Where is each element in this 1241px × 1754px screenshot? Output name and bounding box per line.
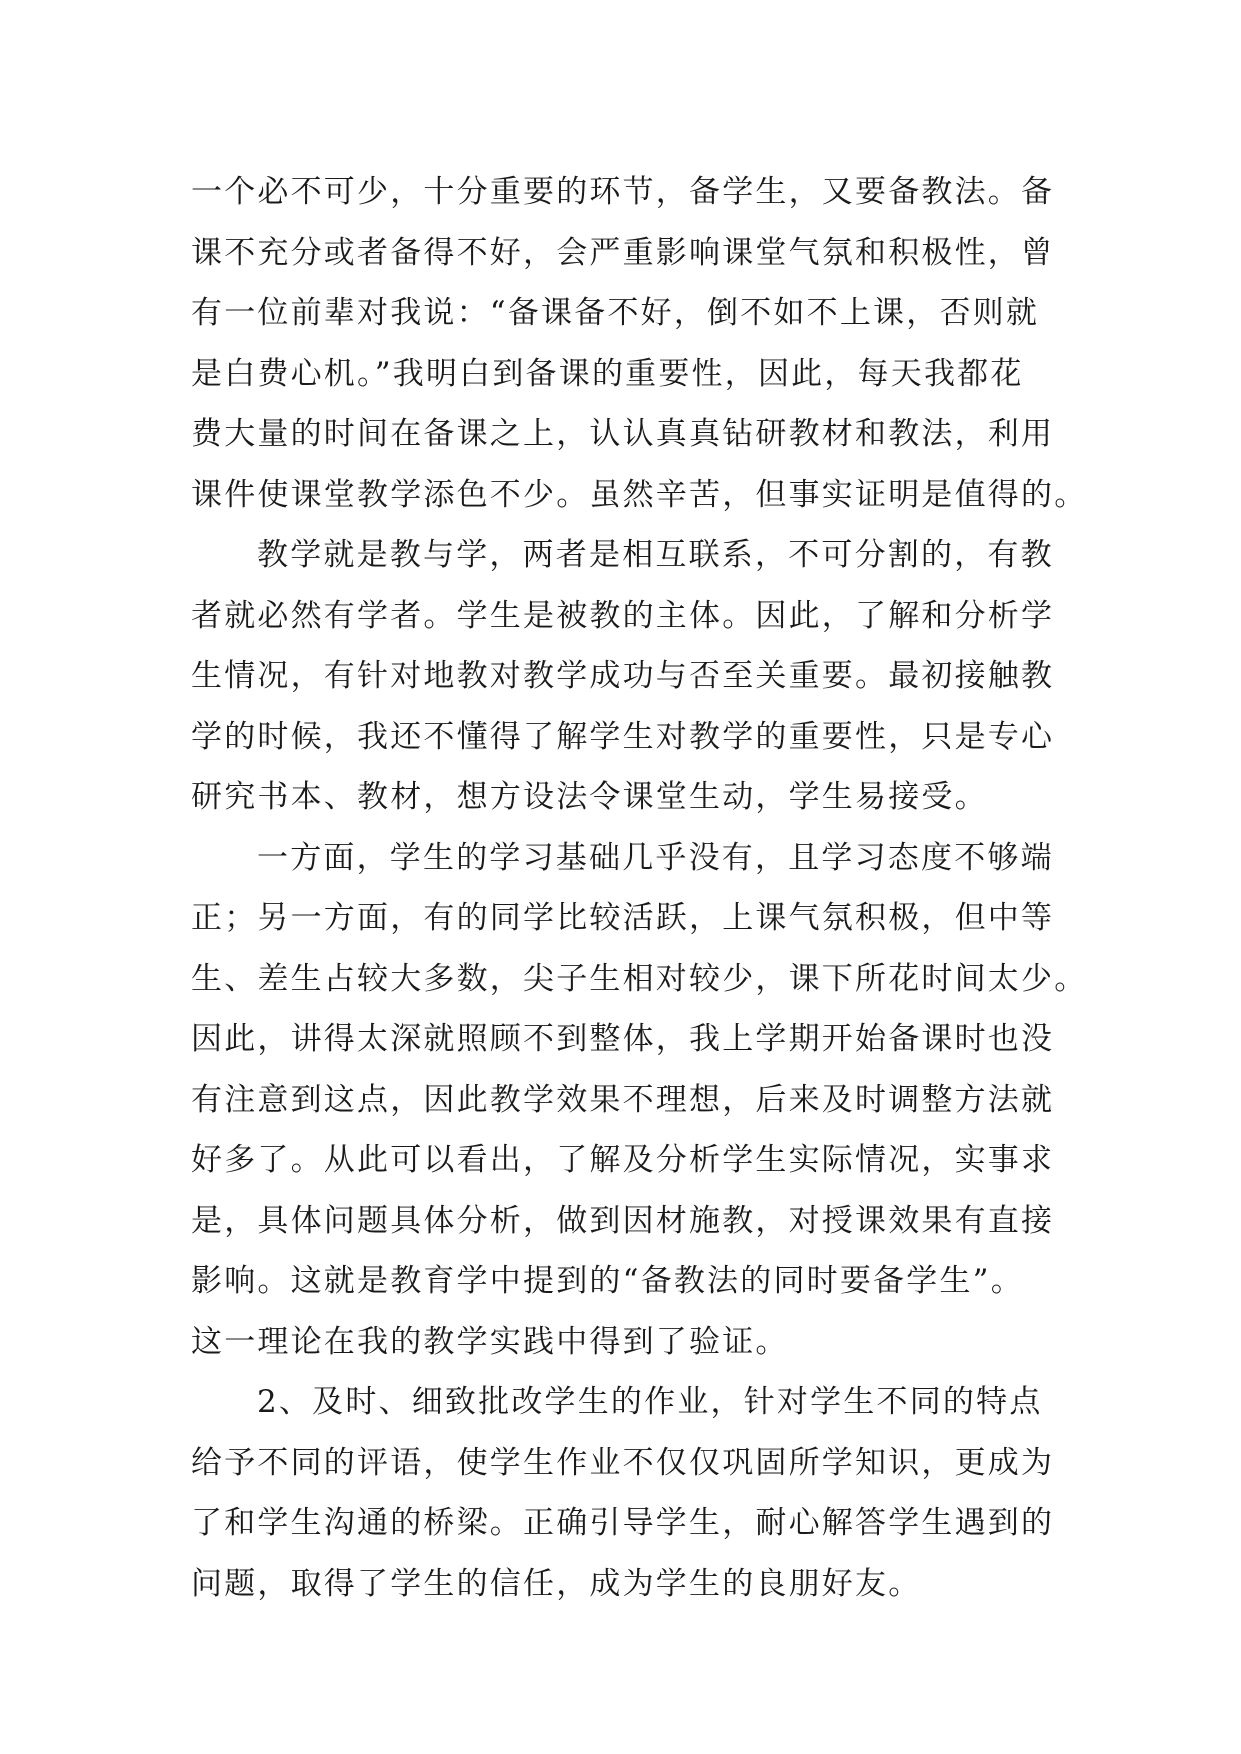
text-line: 是白费心机。”我明白到备课的重要性，因此，每天我都花 [191, 355, 1024, 392]
text-line: 生情况，有针对地教对教学成功与否至关重要。最初接触教 [191, 658, 1055, 694]
text-line: 学的时候，我还不懂得了解学生对教学的重要性，只是专心 [191, 718, 1055, 755]
text-line: 问题，取得了学生的信任，成为学生的良朋好友。 [191, 1565, 922, 1602]
body-text [191, 162, 1088, 1614]
text-line: 有注意到这点，因此教学效果不理想，后来及时调整方法就 [191, 1081, 1055, 1118]
text-line: 2、及时、细致批改学生的作业，针对学生不同的特点 [257, 1384, 1043, 1420]
text-line: 生、差生占较大多数，尖子生相对较少，课下所花时间太少。 [191, 960, 1088, 997]
text-line: 了和学生沟通的桥梁。正确引导学生，耐心解答学生遇到的 [191, 1505, 1055, 1541]
text-line: 费大量的时间在备课之上，认认真真钻研教材和教法，利用 [191, 416, 1055, 452]
text-line: 这一理论在我的教学实践中得到了验证。 [191, 1323, 789, 1360]
text-line: 正；另一方面，有的同学比较活跃，上课气氛积极，但中等 [191, 900, 1055, 936]
text-line: 给予不同的评语，使学生作业不仅仅巩固所学知识，更成为 [191, 1444, 1055, 1481]
paragraph-4 [191, 1372, 1055, 1614]
text-line: 研究书本、教材，想方设法令课堂生动，学生易接受。 [191, 779, 988, 815]
text-line: 教学就是教与学，两者是相互联系，不可分割的，有教 [257, 537, 1054, 573]
paragraph-1 [191, 162, 1088, 525]
text-line: 课不充分或者备得不好，会严重影响课堂气氛和积极性，曾 [191, 234, 1055, 271]
text-line: 影响。这就是教育学中提到的“备教法的同时要备学生”。 [191, 1263, 1024, 1299]
paragraph-2 [191, 525, 1055, 828]
text-line: 好多了。从此可以看出，了解及分析学生实际情况，实事求 [191, 1142, 1055, 1178]
text-line: 课件使课堂教学添色不少。虽然辛苦，但事实证明是值得的。 [191, 476, 1088, 513]
text-line: 一方面，学生的学习基础几乎没有，且学习态度不够端 [257, 839, 1054, 876]
text-line: 是，具体问题具体分析，做到因材施教，对授课效果有直接 [191, 1202, 1055, 1239]
text-line: 者就必然有学者。学生是被教的主体。因此，了解和分析学 [191, 597, 1055, 634]
text-line: 有一位前辈对我说：“备课备不好，倒不如不上课，否则就 [191, 295, 1040, 331]
text-line: 因此，讲得太深就照顾不到整体，我上学期开始备课时也没 [191, 1021, 1055, 1057]
text-line: 一个必不可少，十分重要的环节，备学生，又要备教法。备 [191, 174, 1055, 210]
paragraph-3 [191, 828, 1088, 1373]
